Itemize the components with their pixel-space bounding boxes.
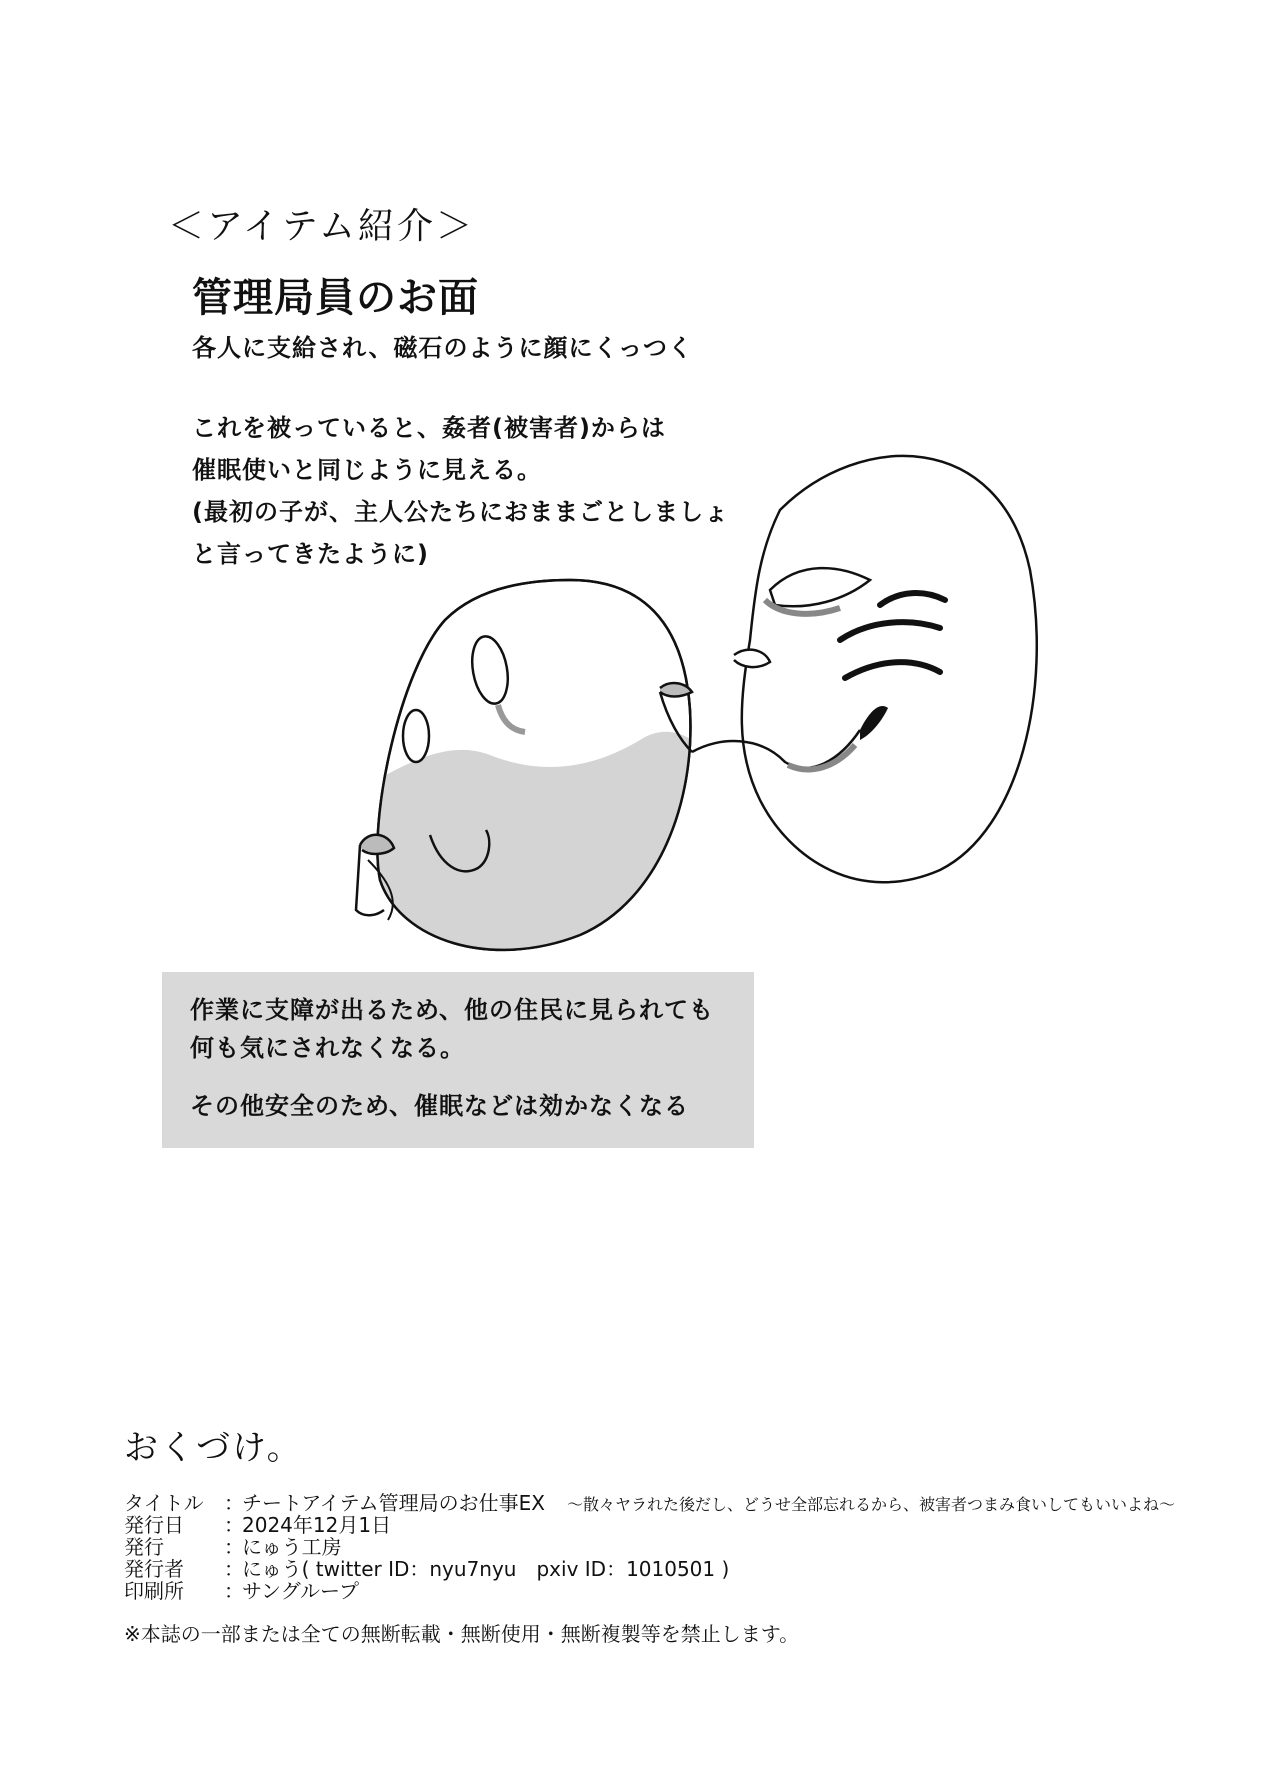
section-heading: ＜アイテム紹介＞ [168,206,475,247]
colophon-value: チートアイテム管理局のお仕事EX [242,1491,545,1515]
colophon-colon: ： [224,1491,244,1515]
colophon-label: 発行者 [124,1557,184,1581]
colophon-colon: ： [224,1557,244,1581]
round-mask-illustration [356,580,710,960]
mask-illustrations [340,440,1060,960]
disclaimer: ※本誌の一部または全ての無断転載・無断使用・無断複製等を禁止します。 [124,1622,800,1646]
note-line: その他安全のため、催眠などは効かなくなる [190,1092,690,1120]
colophon-value: 2024年12月1日 [242,1513,392,1537]
note-line: 何も気にされなくなる。 [190,1034,465,1062]
colophon-row [124,1580,359,1602]
colophon-colon: ： [224,1535,244,1559]
colophon-label: 発行 [124,1535,164,1559]
description-line: 催眠使いと同じように見える。 [192,456,542,484]
colophon-label: タイトル [124,1491,204,1515]
colophon-row [124,1514,391,1536]
note-line: 作業に支障が出るため、他の住民に見られても [190,996,715,1024]
description-line: 各人に支給され、磁石のように顔にくっつく [192,334,693,362]
colophon-title: おくづけ。 [124,1428,303,1468]
item-name: 管理局員のお面 [192,275,479,321]
colophon-label: 発行日 [124,1513,184,1537]
colophon-label: 印刷所 [124,1579,184,1603]
description-line: (最初の子が、主人公たちにおままごとしましょ [192,498,729,526]
description-line: これを被っていると、姦者(被害者)からは [192,414,666,442]
colophon-colon: ： [224,1579,244,1603]
colophon-value: サングループ [242,1579,359,1603]
colophon-colon: ： [224,1513,244,1537]
description-line: と言ってきたように) [192,540,429,568]
colophon-row [124,1558,729,1580]
colophon-value: にゅう( twitter ID：nyu7nyu pxiv ID：1010501 ) [242,1557,730,1581]
note-box [162,972,754,1148]
colophon-row [124,1536,342,1558]
colophon-value: にゅう工房 [242,1535,342,1559]
colophon-subtitle: ～散々ヤラれた後だし、どうせ全部忘れるから、被害者つまみ食いしてもいいよね～ [566,1495,1175,1514]
fox-mask-illustration [660,456,1037,882]
